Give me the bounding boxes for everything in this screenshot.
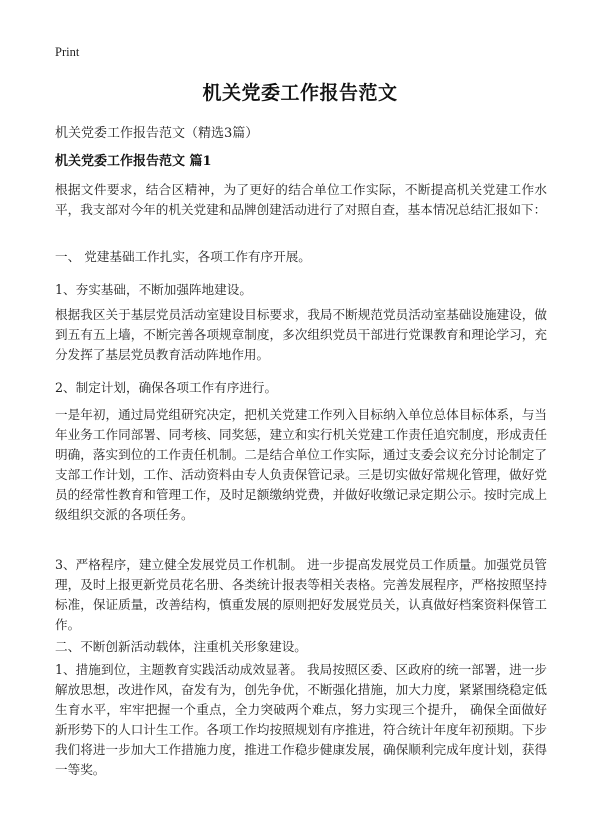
- print-link[interactable]: Print: [55, 45, 80, 59]
- paragraph-body-3: 3、严格程序，建立健全发展党员工作机制。 进一步提高发展党员工作质量。加强党员管理，及时上报更新党员花名册、各类统计报表等相关表格。完善发展程序，严格按照坚持标准，保证质量，改善结构，慎重发展的原则把好发展党员关，认真做好档案资料保管工作。: [55, 557, 547, 632]
- document-title: 机关党委工作报告范文: [202, 82, 398, 104]
- paragraph-subheading-1: 1、夯实基础，不断加强阵地建设。: [55, 282, 252, 297]
- section-heading: 机关党委工作报告范文 篇1: [55, 154, 212, 169]
- document-subtitle: 机关党委工作报告范文（精选3篇）: [55, 126, 259, 141]
- paragraph-body-1: 根据我区关于基层党员活动室建设目标要求，我局不断规范党员活动室基础设施建设，做到五有五上墙，不断完善各项规章制度，多次组织党员干部进行党课教育和理论学习，充分发挥了基层党员教育活动阵地作用。: [55, 307, 547, 362]
- paragraph-body-4: 1、措施到位，主题教育实践活动成效显著。 我局按照区委、区政府的统一部署，进一步解放思想，改进作风，奋发有为，创先争优，不断强化措施，加大力度，紧紧围绕稳定低生育水平，牢牢把握一个重点，全力突破两个难点，努力实现三个提升， 确保全面做好新形势下的人口计生工作。各项工作均按照规划有序推进，符合统计年度年初预期。下步我们将进一步加大工作措施力度，推进工作稳步健康发展，确保顺利完成年度计划，获得一等奖。: [55, 662, 547, 777]
- paragraph-subheading-2: 2、制定计划，确保各项工作有序进行。: [55, 380, 278, 395]
- paragraph-intro: 根据文件要求，结合区精神，为了更好的结合单位工作实际，不断提高机关党建工作水平，我支部对今年的机关党建和品牌创建活动进行了对照自查，基本情况总结汇报如下：: [55, 182, 547, 217]
- paragraph-heading-2: 二、不断创新活动载体，注重机关形象建设。: [55, 639, 307, 654]
- paragraph-heading-1: 一、 党建基础工作扎实，各项工作有序开展。: [55, 249, 311, 264]
- paragraph-body-2: 一是年初，通过局党组研究决定，把机关党建工作列入目标纳入单位总体目标体系，与当年业务工作同部署、同考核、同奖惩，建立和实行机关党建工作责任追究制度，形成责任明确，落实到位的工作责任机制。二是结合单位工作实际，通过支委会议充分讨论制定了支部工作计划，工作、活动资料由专人负责保管记录。三是切实做好常规化管理，做好党员的经常性教育和管理工作，及时足额缴纳党费，并做好收缴记录定期公示。按时完成上级组织交派的各项任务。: [55, 407, 547, 522]
